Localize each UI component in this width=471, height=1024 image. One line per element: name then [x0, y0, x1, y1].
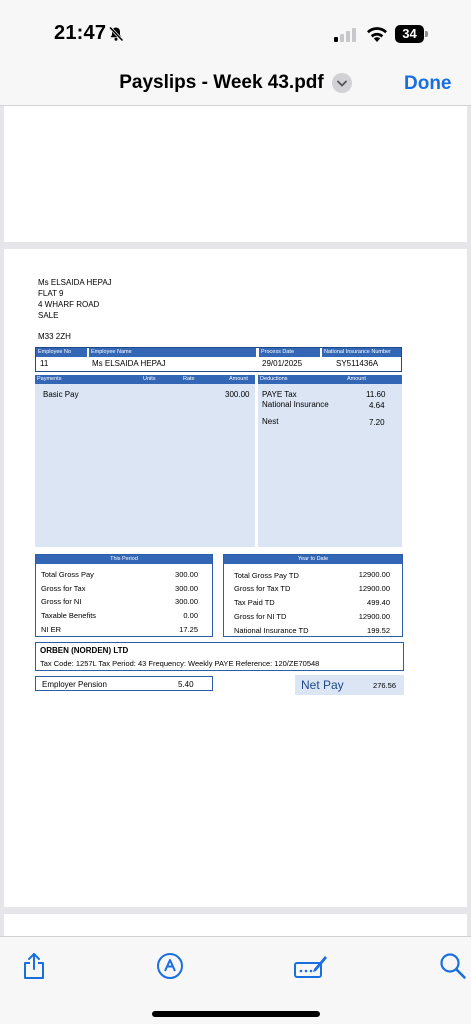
- nav-bar: [0, 64, 471, 106]
- address-line: 4 WHARF ROAD: [38, 300, 100, 309]
- ni-number: SY511436A: [336, 359, 379, 368]
- employee-name: Ms ELSAIDA HEPAJ: [92, 359, 166, 368]
- this-period-label: Taxable Benefits: [41, 611, 97, 620]
- ytd-label: Total Gross Pay TD: [234, 571, 299, 580]
- deduction-label: PAYE Tax: [262, 390, 297, 399]
- ytd-label: Gross for NI TD: [234, 612, 287, 621]
- deduction-label: National Insurance: [262, 400, 329, 409]
- header-deduction-amount: Amount: [347, 376, 366, 382]
- bell-slash-icon: [108, 26, 124, 42]
- employee-address: [38, 277, 112, 321]
- signature-icon[interactable]: [294, 951, 328, 981]
- pdf-viewer[interactable]: [0, 106, 471, 936]
- employee-details-table: [35, 347, 402, 372]
- header-deductions: Deductions: [258, 375, 402, 384]
- this-period-value: 0.00: [183, 611, 198, 620]
- header-employee-name: Employee Name: [89, 348, 256, 357]
- this-period-label: Gross for NI: [41, 597, 82, 606]
- this-period-header: This Period: [36, 555, 212, 564]
- deduction-amount: 4.64: [369, 401, 385, 410]
- year-to-date-table: [223, 554, 403, 637]
- ytd-value: 12900.00: [358, 612, 390, 621]
- this-period-value: 17.25: [179, 625, 198, 634]
- ytd-label: Gross for Tax TD: [234, 584, 291, 593]
- header-payment-amount: Amount: [229, 376, 248, 382]
- status-time: 21:47: [54, 22, 107, 44]
- tax-details: Tax Code: 1257L Tax Period: 43 Frequency: Weekly PAYE Reference: 120/ZE70548: [40, 659, 320, 668]
- battery-cap: [425, 31, 428, 37]
- share-icon[interactable]: [19, 951, 49, 981]
- this-period-label: Gross for Tax: [41, 584, 86, 593]
- address-line: Ms ELSAIDA HEPAJ: [38, 278, 112, 287]
- this-period-value: 300.00: [175, 584, 198, 593]
- ytd-label: Tax Paid TD: [234, 598, 275, 607]
- chevron-down-icon: [332, 73, 352, 93]
- ytd-label: National Insurance TD: [234, 626, 309, 635]
- year-to-date-header: Year to Date: [224, 555, 402, 564]
- ytd-value: 499.40: [367, 598, 390, 607]
- wifi-icon: [366, 25, 388, 43]
- deductions-panel: [258, 384, 402, 547]
- pdf-page-previous: [4, 106, 467, 242]
- bottom-toolbar: [0, 936, 471, 1024]
- header-rate: Rate: [183, 376, 195, 382]
- pdf-page-next: [4, 914, 467, 936]
- header-employee-no: Employee No: [36, 348, 87, 357]
- postcode: M33 2ZH: [38, 332, 71, 341]
- employee-no: 11: [40, 359, 49, 368]
- pension-label: Employer Pension: [42, 680, 107, 689]
- this-period-label: NI ER: [41, 625, 62, 634]
- deduction-label: Nest: [262, 417, 279, 426]
- header-payments: Payments: [35, 375, 255, 384]
- document-title: Payslips - Week 43.pdf: [119, 72, 324, 93]
- ytd-value: 12900.00: [358, 584, 390, 593]
- pension-value: 5.40: [178, 680, 194, 689]
- net-pay-value: 276.56: [373, 681, 396, 690]
- ytd-value: 12900.00: [358, 570, 390, 579]
- this-period-table: [35, 554, 213, 637]
- this-period-label: Total Gross Pay: [41, 570, 94, 579]
- ytd-value: 199.52: [367, 626, 390, 635]
- company-info: [35, 642, 404, 671]
- employer-pension: [35, 676, 213, 691]
- payment-amount: 300.00: [225, 390, 250, 399]
- this-period-value: 300.00: [175, 570, 198, 579]
- done-button[interactable]: Done: [404, 73, 452, 94]
- company-name: ORBEN (NORDEN) LTD: [40, 646, 129, 655]
- battery-level: 34: [395, 25, 424, 43]
- search-icon[interactable]: [438, 951, 468, 981]
- address-line: FLAT 9: [38, 289, 64, 298]
- header-units: Units: [143, 376, 156, 382]
- markup-icon[interactable]: [155, 951, 185, 981]
- net-pay: [295, 675, 404, 695]
- status-bar: [0, 0, 471, 64]
- payment-label: Basic Pay: [43, 390, 79, 399]
- employee-details-header: [36, 348, 401, 357]
- document-title-button[interactable]: [0, 72, 471, 94]
- payments-panel: [35, 384, 255, 547]
- deduction-amount: 7.20: [369, 418, 385, 427]
- net-pay-label: Net Pay: [301, 678, 344, 692]
- cellular-signal-icon: [334, 28, 358, 42]
- header-process-date: Process Date: [259, 348, 320, 357]
- this-period-value: 300.00: [175, 597, 198, 606]
- header-ni-number: National Insurance Number: [322, 348, 401, 357]
- home-indicator: [152, 1011, 320, 1017]
- battery-indicator: [395, 25, 429, 43]
- deduction-amount: 11.60: [366, 390, 386, 399]
- payments-deductions-header: [35, 375, 402, 384]
- pdf-page-payslip: [4, 249, 467, 907]
- process-date: 29/01/2025: [262, 359, 303, 368]
- address-line: SALE: [38, 311, 59, 320]
